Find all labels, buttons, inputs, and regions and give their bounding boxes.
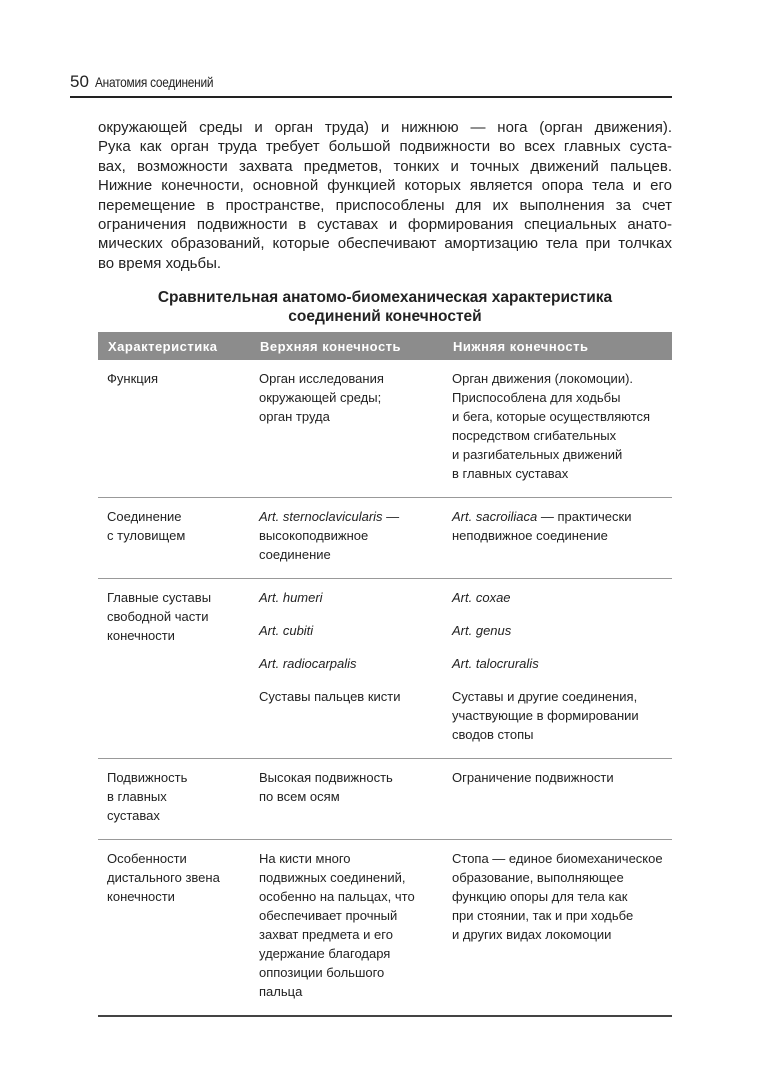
cell-item — [452, 654, 672, 673]
cell-upper-limb — [250, 360, 443, 498]
cell-line: На кисти много — [259, 851, 351, 866]
cell-lower-limb — [443, 759, 672, 840]
cell-item — [259, 654, 443, 673]
cell-line: Орган исследования — [259, 371, 384, 386]
cell-line: при стоянии, так и при ходьбе — [452, 908, 634, 923]
cell-line: Art. coxae — [452, 590, 511, 605]
cell-line: свободной части — [107, 609, 209, 624]
page-header — [70, 72, 234, 92]
cell-item — [259, 507, 443, 564]
cell-upper-limb — [250, 840, 443, 1017]
cell-line: Стопа — единое биомеханическое — [452, 851, 663, 866]
cell-line: в главных суставах — [452, 466, 569, 481]
cell-line: Особенности — [107, 851, 187, 866]
cell-line: Подвижность — [107, 770, 188, 785]
cell-line: Орган движения (локомоции). — [452, 371, 634, 386]
cell-line: функцию опоры для тела как — [452, 889, 628, 904]
cell-characteristic — [98, 759, 250, 840]
cell-line: обеспечивает прочный — [259, 908, 398, 923]
cell-line: конечности — [107, 889, 175, 904]
body-paragraph — [98, 118, 672, 273]
cell-line: Art. sternoclavicularis — — [259, 509, 400, 524]
comparison-table — [98, 332, 672, 1017]
column-header: Характеристика — [98, 332, 250, 360]
cell-line: в главных — [107, 789, 167, 804]
cell-line: дистального звена — [107, 870, 220, 885]
cell-line: с туловищем — [107, 528, 186, 543]
cell-characteristic — [98, 579, 250, 759]
table-row — [98, 498, 672, 579]
cell-line: Суставы пальцев кисти — [259, 689, 401, 704]
cell-item — [259, 588, 443, 607]
cell-line: Art. humeri — [259, 590, 323, 605]
cell-upper-limb — [250, 498, 443, 579]
body-line: Рука как орган труда требует большой подвижности во всех главных суста- — [98, 138, 672, 156]
cell-line: и разгибательных движений — [452, 447, 623, 462]
cell-item — [452, 768, 672, 787]
cell-line: Высокая подвижность — [259, 770, 393, 785]
cell-line: Приспособлена для ходьбы — [452, 390, 621, 405]
cell-line: Art. talocruralis — [452, 656, 539, 671]
cell-lower-limb — [443, 498, 672, 579]
table-row — [98, 360, 672, 498]
cell-line: захват предмета и его — [259, 927, 393, 942]
table-header-row — [98, 332, 672, 360]
cell-item — [259, 849, 443, 1001]
body-line: вах, возможности захвата предметов, тонких и точных движений пальцев. — [98, 157, 672, 175]
cell-line: соединение — [259, 547, 331, 562]
running-title: Анатомия соединений — [94, 74, 214, 90]
cell-line: и бега, которые осуществляются — [452, 409, 651, 424]
cell-line: Суставы и другие соединения, — [452, 689, 638, 704]
cell-line: особенно на пальцах, что — [259, 889, 415, 904]
table-row — [98, 579, 672, 759]
cell-line: участвующие в формировании — [452, 708, 639, 723]
cell-line: посредством сгибательных — [452, 428, 617, 443]
table-title-line: Сравнительная анатомо-биомеханическая характеристика — [157, 289, 613, 306]
cell-line: удержание благодаря — [259, 946, 391, 961]
body-line: мических образований, которые обеспечивают амортизацию тела при толчках — [98, 235, 672, 253]
table-row — [98, 840, 672, 1017]
cell-lower-limb — [443, 360, 672, 498]
cell-line: окружающей среды; — [259, 390, 382, 405]
cell-line: Art. radiocarpalis — [259, 656, 357, 671]
cell-item — [452, 621, 672, 640]
cell-line: и других видах локомоции — [452, 927, 612, 942]
cell-line: конечности — [107, 628, 175, 643]
cell-item — [452, 687, 672, 744]
body-line: во время ходьбы. — [98, 254, 222, 272]
cell-upper-limb — [250, 759, 443, 840]
cell-line: орган труда — [259, 409, 330, 424]
page-number: 50 — [70, 72, 89, 91]
cell-line: пальца — [259, 984, 303, 999]
cell-characteristic — [98, 840, 250, 1017]
header-rule — [70, 96, 672, 98]
cell-line: по всем осям — [259, 789, 340, 804]
cell-line: Функция — [107, 371, 158, 386]
table-title-line: соединений конечностей — [288, 308, 482, 325]
cell-line: Ограничение подвижности — [452, 770, 614, 785]
cell-line: Главные суставы — [107, 590, 212, 605]
cell-line: Art. cubiti — [259, 623, 314, 638]
cell-line: сводов стопы — [452, 727, 534, 742]
cell-item — [259, 687, 443, 706]
cell-item — [452, 588, 672, 607]
cell-item — [452, 849, 672, 944]
cell-line: неподвижное соединение — [452, 528, 608, 543]
cell-line: высокоподвижное — [259, 528, 369, 543]
cell-line: оппозиции большого — [259, 965, 385, 980]
cell-line: подвижных соединений, — [259, 870, 406, 885]
body-line: окружающей среды и орган труда) и нижнюю — нога (орган движения). — [98, 119, 672, 136]
cell-upper-limb — [250, 579, 443, 759]
table-row — [98, 759, 672, 840]
cell-lower-limb — [443, 579, 672, 759]
cell-line: Art. sacroiliaca — практически — [452, 509, 632, 524]
cell-item — [452, 369, 672, 483]
cell-line: образование, выполняющее — [452, 870, 624, 885]
column-header: Нижняя конечность — [443, 332, 672, 360]
body-line: Нижние конечности, основной функцией которых является опора тела и его — [98, 177, 672, 195]
cell-item — [259, 621, 443, 640]
cell-characteristic — [98, 498, 250, 579]
cell-characteristic — [98, 360, 250, 498]
column-header: Верхняя конечность — [250, 332, 443, 360]
cell-item — [452, 507, 672, 545]
cell-line: суставах — [107, 808, 160, 823]
cell-item — [259, 768, 443, 806]
cell-item — [259, 369, 443, 426]
table-title — [98, 288, 672, 326]
body-line: перемещение в пространстве, приспособлены для их выполнения за счет — [98, 196, 672, 214]
cell-line: Соединение — [107, 509, 182, 524]
body-line: ограничения подвижности в суставах и формирования специальных анато- — [98, 216, 672, 234]
cell-lower-limb — [443, 840, 672, 1017]
cell-line: Art. genus — [452, 623, 512, 638]
